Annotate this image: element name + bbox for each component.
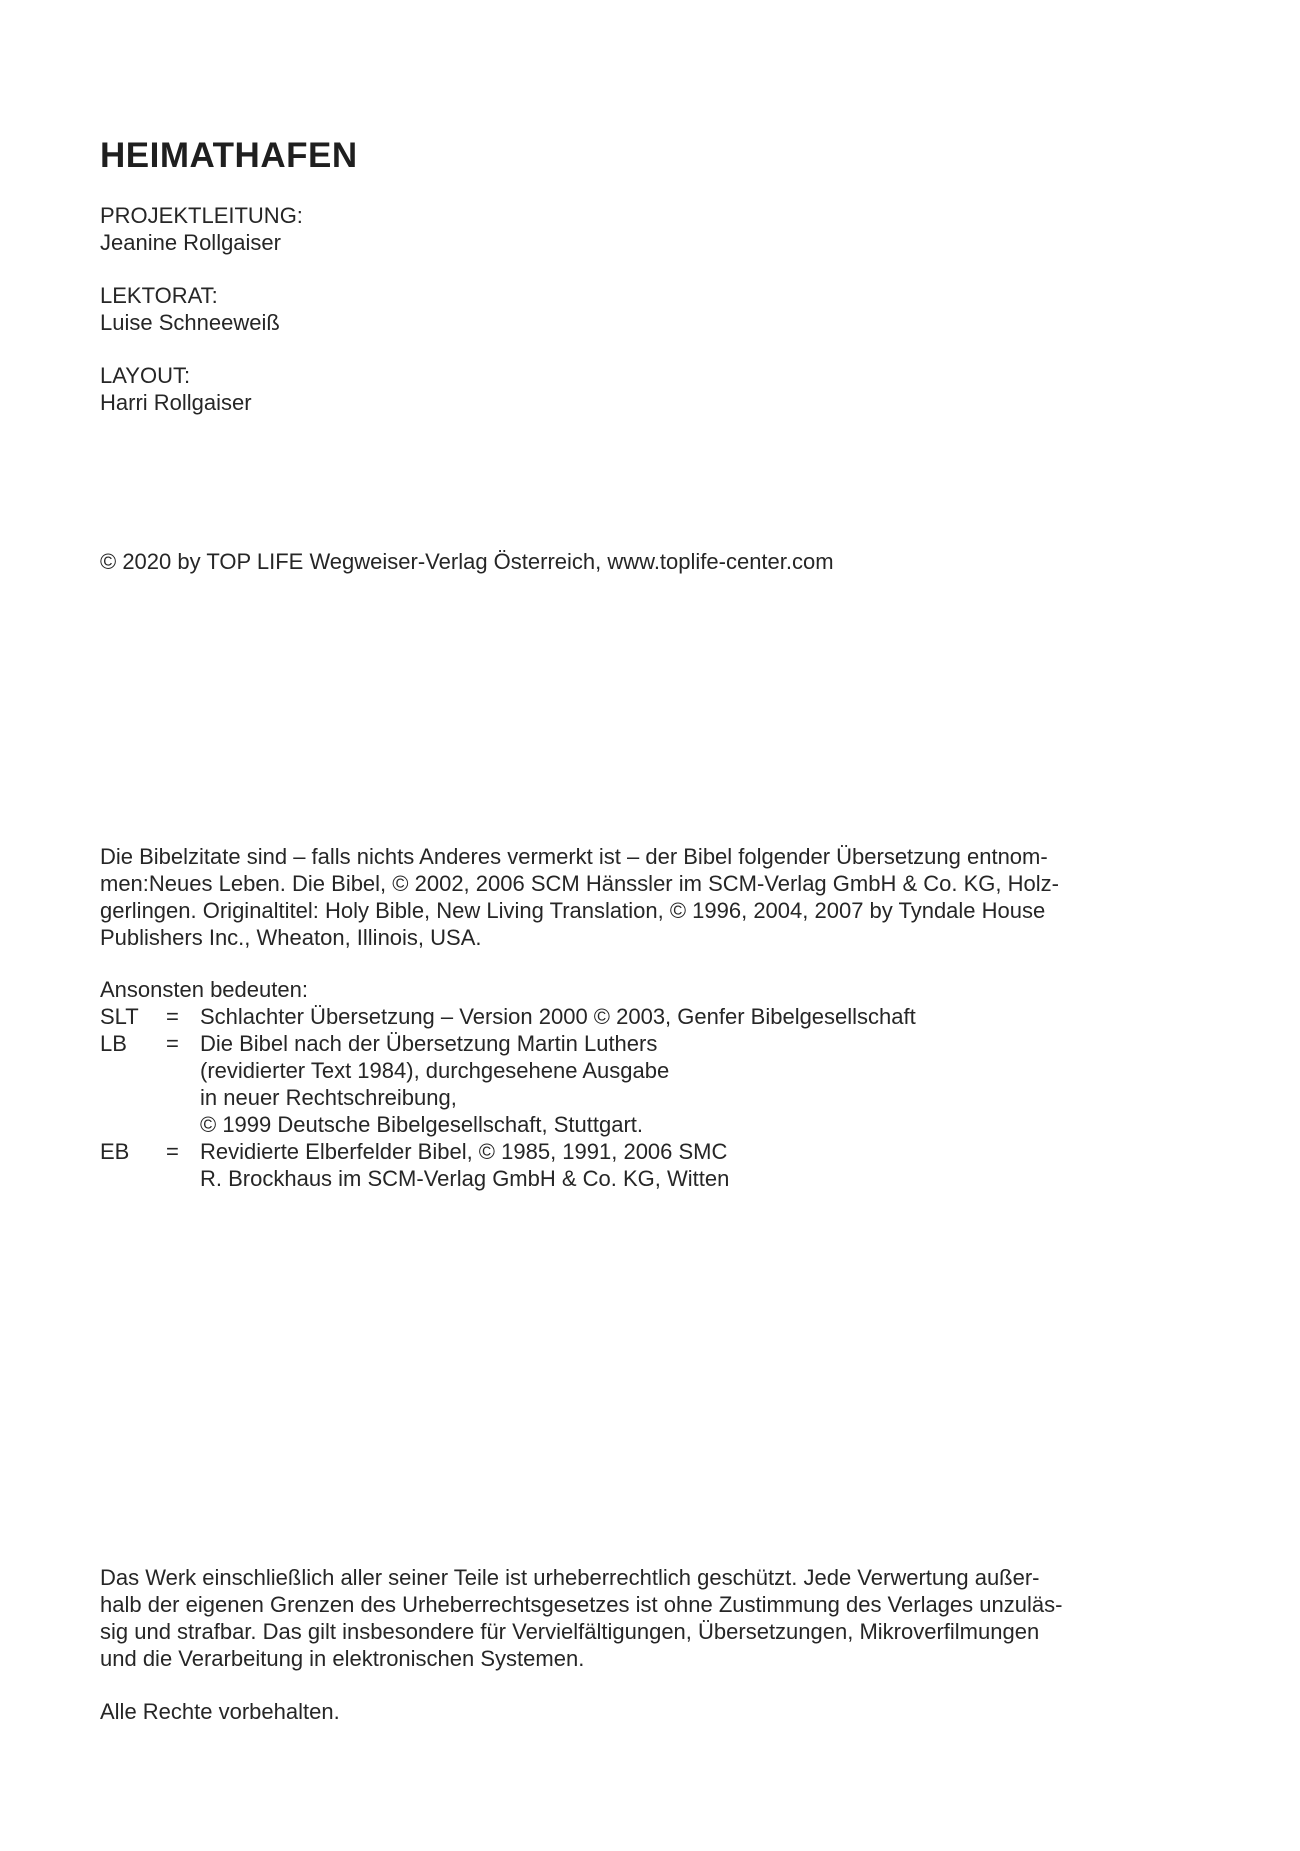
abbreviation-code: EB <box>100 1139 130 1164</box>
credit-name: Luise Schneeweiß <box>100 310 280 335</box>
book-title: HEIMATHAFEN <box>100 136 358 175</box>
paragraph-line: halb der eigenen Grenzen des Urheberrechtsgesetzes ist ohne Zustimmung des Verlages unzuläs- <box>100 1592 1063 1617</box>
description-line: R. Brockhaus im SCM-Verlag GmbH & Co. KG, Witten <box>200 1166 730 1191</box>
description-line: Revidierte Elberfelder Bibel, © 1985, 1991, 2006 SMC <box>200 1139 728 1164</box>
credit-label: PROJEKTLEITUNG: <box>100 203 303 228</box>
credits-section <box>100 202 800 442</box>
paragraph-line: Die Bibelzitate sind – falls nichts Anderes vermerkt ist – der Bibel folgender Übersetzung entnom- <box>100 844 1048 869</box>
paragraph-line: Das Werk einschließlich aller seiner Teile ist urheberrechtlich geschützt. Jede Verwertung außer- <box>100 1565 1040 1590</box>
paragraph-line: gerlingen. Originaltitel: Holy Bible, New Living Translation, © 1996, 2004, 2007 by Tyndale House <box>100 898 1046 923</box>
credit-project-lead <box>100 202 800 256</box>
copyright-line: © 2020 by TOP LIFE Wegweiser-Verlag Österreich, www.toplife-center.com <box>100 549 834 574</box>
description-line: (revidierter Text 1984), durchgesehene Ausgabe <box>200 1058 670 1083</box>
credit-editing <box>100 282 800 336</box>
description-line: Die Bibel nach der Übersetzung Martin Luthers <box>200 1031 658 1056</box>
paragraph-line: Publishers Inc., Wheaton, Illinois, USA. <box>100 925 482 950</box>
abbreviation-code: LB <box>100 1031 127 1056</box>
abbreviation-description <box>200 1003 916 1030</box>
description-line: © 1999 Deutsche Bibelgesellschaft, Stuttgart. <box>200 1112 644 1137</box>
abbreviation-description <box>200 1138 729 1192</box>
paragraph-line: und die Verarbeitung in elektronischen Systemen. <box>100 1646 585 1671</box>
credit-label: LAYOUT: <box>100 363 191 388</box>
abbreviation-row-eb <box>100 1138 1200 1192</box>
paragraph-line: sig und strafbar. Das gilt insbesondere für Vervielfältigungen, Übersetzungen, Mikroverfilmungen <box>100 1619 1040 1644</box>
credit-name: Harri Rollgaiser <box>100 390 252 415</box>
abbreviation-code: SLT <box>100 1004 139 1029</box>
abbreviations-intro: Ansonsten bedeuten: <box>100 977 308 1002</box>
all-rights-reserved: Alle Rechte vorbehalten. <box>100 1699 340 1724</box>
abbreviation-equals: = <box>166 1004 179 1029</box>
abbreviation-equals: = <box>166 1139 179 1164</box>
credit-label: LEKTORAT: <box>100 283 218 308</box>
paragraph-line: men:Neues Leben. Die Bibel, © 2002, 2006 SCM Hänssler im SCM-Verlag GmbH & Co. KG, Holz- <box>100 871 1059 896</box>
abbreviations-section <box>100 976 1200 1192</box>
abbreviation-description <box>200 1030 669 1138</box>
description-line: in neuer Rechtschreibung, <box>200 1085 457 1110</box>
credit-name: Jeanine Rollgaiser <box>100 230 281 255</box>
abbreviation-equals: = <box>166 1031 179 1056</box>
credit-layout <box>100 362 800 416</box>
abbreviation-row-lb <box>100 1030 1200 1138</box>
description-line: Schlachter Übersetzung – Version 2000 © 2003, Genfer Bibelgesellschaft <box>200 1004 916 1029</box>
abbreviation-row-slt <box>100 1003 1200 1030</box>
bible-citation-note <box>100 843 1200 951</box>
rights-paragraph <box>100 1564 1200 1672</box>
